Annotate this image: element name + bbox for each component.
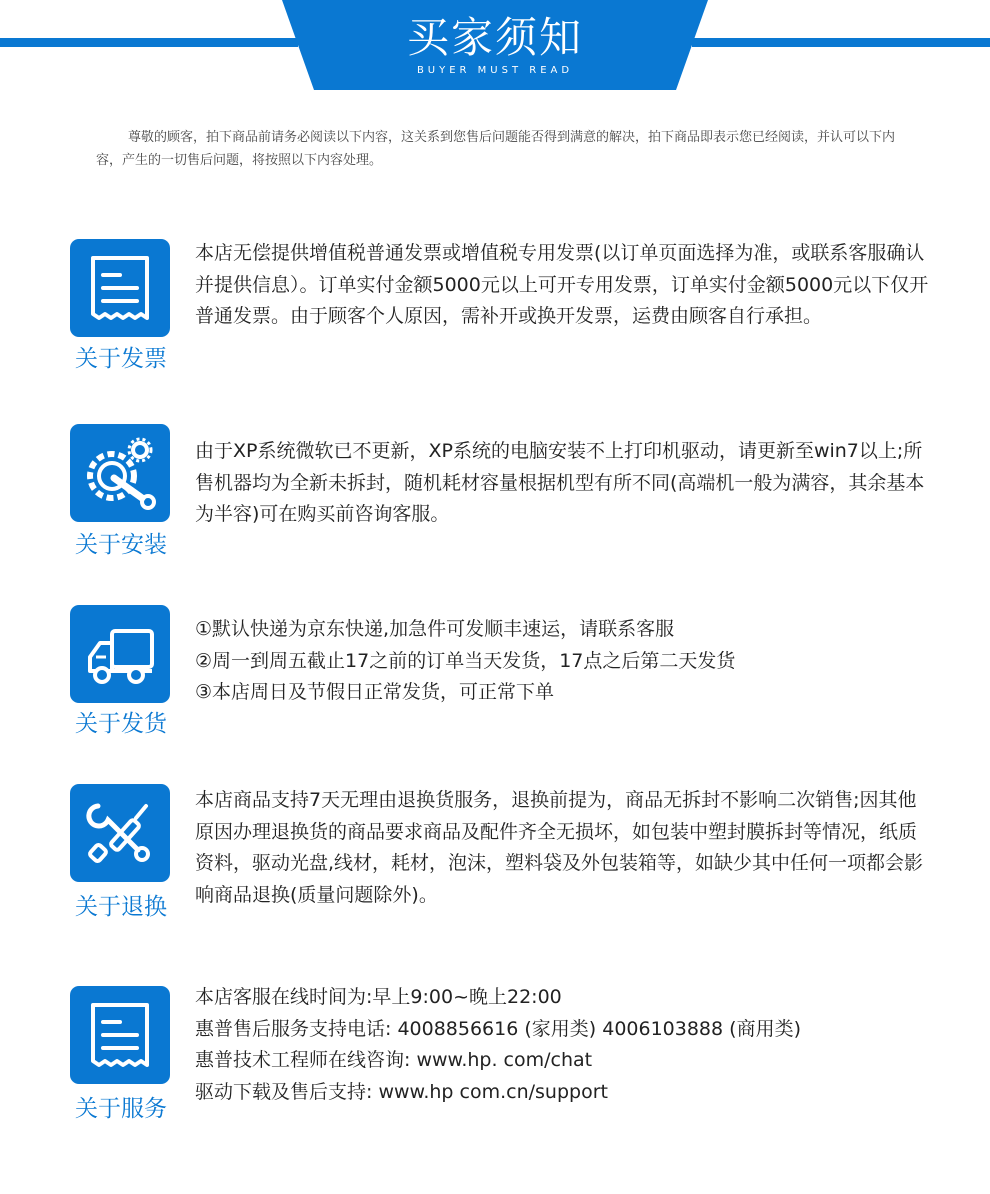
intro-text: 尊敬的顾客，拍下商品前请务必阅读以下内容，这关系到您售后问题能否得到满意的解决，拍下商品即表示您已经阅读，并认可以下内容，产生的一切售后问题，将按照以下内容处理。 xyxy=(96,130,896,168)
section-line: 由于XP系统微软已不更新，XP系统的电脑安装不上打印机驱动，请更新至win7以上;所售机器均为全新未拆封，随机耗材容量根据机型有所不同(高端机一般为满容，其余基本为半容)可在购买前咨询客服。 xyxy=(195,440,925,525)
section-body-returns xyxy=(195,785,935,911)
section-label-service: 关于服务 xyxy=(75,1096,167,1122)
section-line: 本店无偿提供增值税普通发票或增值税专用发票(以订单页面选择为准，或联系客服确认并提供信息）。订单实付金额5000元以上可开专用发票，订单实付金额5000元以下仅开普通发票。由于顾客个人原因，需补开或换开发票，运费由顾客自行承担。 xyxy=(195,242,929,327)
receipt-icon xyxy=(70,239,170,337)
section-line: 惠普售后服务支持电话: 4008856616 (家用类) 4006103888 (商用类) xyxy=(195,1017,801,1040)
section-label-install: 关于安装 xyxy=(75,532,167,558)
section-body-install xyxy=(195,436,935,531)
page-title: 买家须知 xyxy=(406,13,583,62)
section-line: ②周一到周五截止17之前的订单当天发货，17点之后第二天发货 xyxy=(195,649,736,672)
section-body-shipping xyxy=(195,614,935,709)
truck-icon xyxy=(70,605,170,703)
section-line: ①默认快递为京东快递,加急件可发顺丰速运，请联系客服 xyxy=(195,618,675,640)
section-line: ③本店周日及节假日正常发货，可正常下单 xyxy=(195,681,555,703)
section-line: 驱动下载及售后支持: www.hp com.cn/support xyxy=(195,1080,608,1103)
section-line: 惠普技术工程师在线咨询: www.hp. com/chat xyxy=(195,1049,593,1071)
header xyxy=(0,0,990,90)
section-label-invoice: 关于发票 xyxy=(75,346,167,372)
section-label-shipping: 关于发货 xyxy=(75,711,167,737)
section-body-service xyxy=(195,982,935,1108)
section-line: 本店商品支持7天无理由退换货服务，退换前提为，商品无拆封不影响二次销售;因其他原因办理退换货的商品要求商品及配件齐全无损坏，如包装中塑封膜拆封等情况，纸质资料，驱动光盘,线材，耗材，泡沫，塑料袋及外包装箱等，如缺少其中任何一项都会影响商品退换(质量问题除外)。 xyxy=(195,789,924,906)
section-line: 本店客服在线时间为:早上9:00~晚上22:00 xyxy=(195,986,562,1008)
gear-wrench-icon xyxy=(70,424,170,522)
receipt-icon xyxy=(70,986,170,1084)
tools-icon xyxy=(70,784,170,882)
section-body-invoice xyxy=(195,238,935,333)
section-label-returns: 关于退换 xyxy=(75,894,167,920)
page-subtitle: BUYER MUST READ xyxy=(416,65,574,76)
